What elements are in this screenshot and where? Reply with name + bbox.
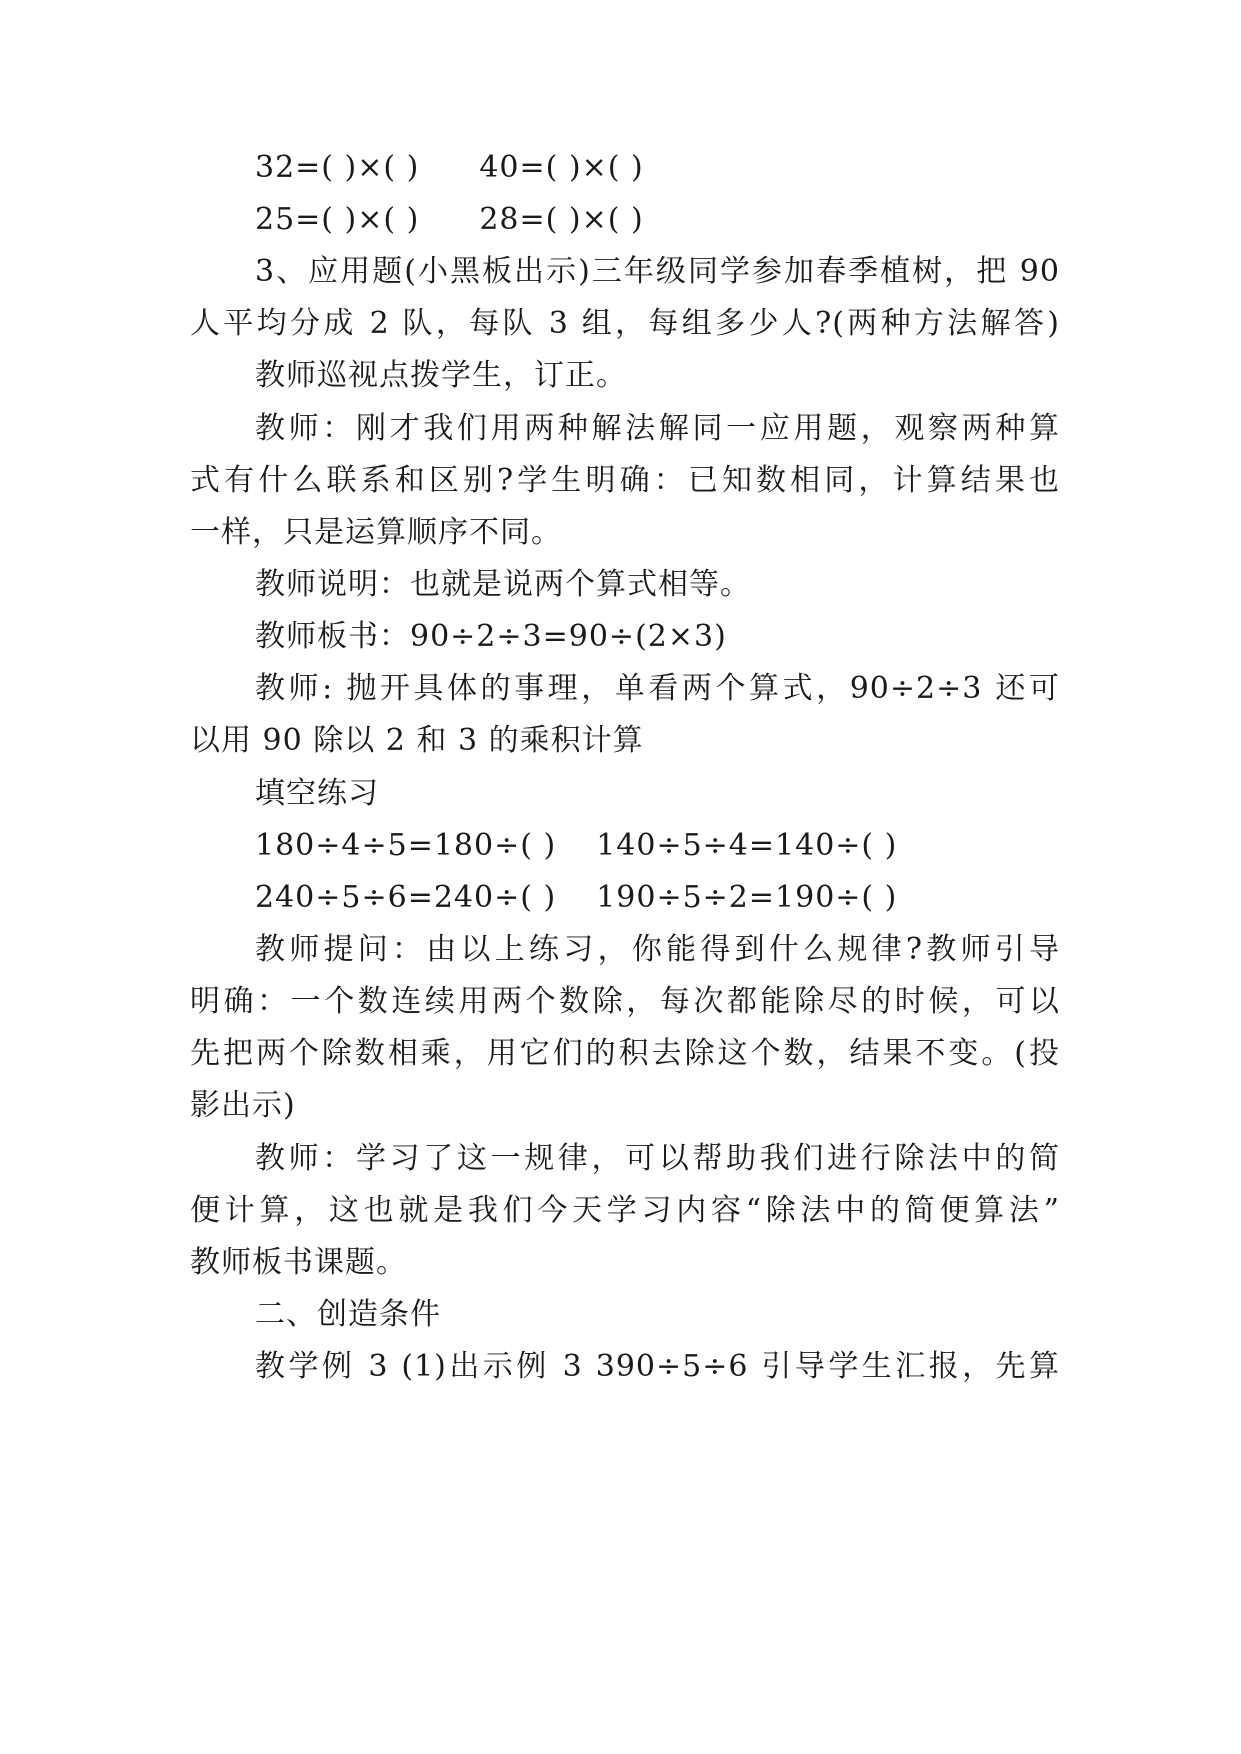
paragraph-line: 便计算，这也就是我们今天学习内容“除法中的简便算法” (190, 1193, 1060, 1228)
exercise-28: 28=( )×( ) (479, 202, 644, 237)
fill-blank-190: 190÷5÷2=190÷( ) (596, 880, 898, 915)
fill-blank-180: 180÷4÷5=180÷( ) (255, 828, 557, 863)
paragraph-line: 教师板书课题。 (190, 1245, 407, 1280)
paragraph-line: 式有什么联系和区别?学生明确：已知数相同，计算结果也 (190, 463, 1060, 498)
paragraph-line: 教师: 抛开具体的事理，单看两个算式，90÷2÷3 还可 (255, 671, 1060, 706)
paragraph-line: 教师：刚才我们用两种解法解同一应用题，观察两种算 (255, 411, 1060, 446)
paragraph-line: 明确：一个数连续用两个数除，每次都能除尽的时候，可以 (190, 984, 1060, 1019)
paragraph-line: 教师提问：由以上练习，你能得到什么规律?教师引导 (255, 932, 1060, 967)
section-label: 填空练习 (255, 776, 379, 811)
paragraph-line: 教师巡视点拨学生，订正。 (255, 358, 627, 393)
paragraph-line: 一样，只是运算顺序不同。 (190, 515, 562, 550)
fill-blank-240: 240÷5÷6=240÷( ) (255, 880, 557, 915)
section-heading: 二、创造条件 (255, 1297, 441, 1332)
fill-blank-140: 140÷5÷4=140÷( ) (596, 828, 898, 863)
exercise-40: 40=( )×( ) (479, 150, 644, 185)
fill-blank-row-2 (255, 878, 1060, 918)
fill-blank-row-1 (255, 826, 1060, 866)
exercise-row-1 (255, 148, 1060, 188)
paragraph-line: 影出示) (190, 1088, 296, 1123)
paragraph-line: 教学例 3 (1)出示例 3 390÷5÷6 引导学生汇报，先算 (255, 1349, 1060, 1384)
paragraph-line: 以用 90 除以 2 和 3 的乘积计算 (190, 723, 644, 758)
paragraph-line: 教师：学习了这一规律，可以帮助我们进行除法中的简 (255, 1141, 1060, 1176)
paragraph-line: 教师说明：也就是说两个算式相等。 (255, 567, 751, 602)
paragraph-line: 3、应用题(小黑板出示)三年级同学参加春季植树，把 90 (255, 254, 1060, 289)
exercise-32: 32=( )×( ) (255, 150, 420, 185)
paragraph-line: 教师板书：90÷2÷3=90÷(2×3) (255, 619, 727, 654)
paragraph-line: 先把两个除数相乘，用它们的积去除这个数，结果不变。(投 (190, 1036, 1060, 1071)
exercise-25: 25=( )×( ) (255, 202, 420, 237)
exercise-row-2 (255, 200, 1060, 240)
paragraph-line: 人平均分成 2 队，每队 3 组，每组多少人?(两种方法解答) (190, 306, 1060, 341)
